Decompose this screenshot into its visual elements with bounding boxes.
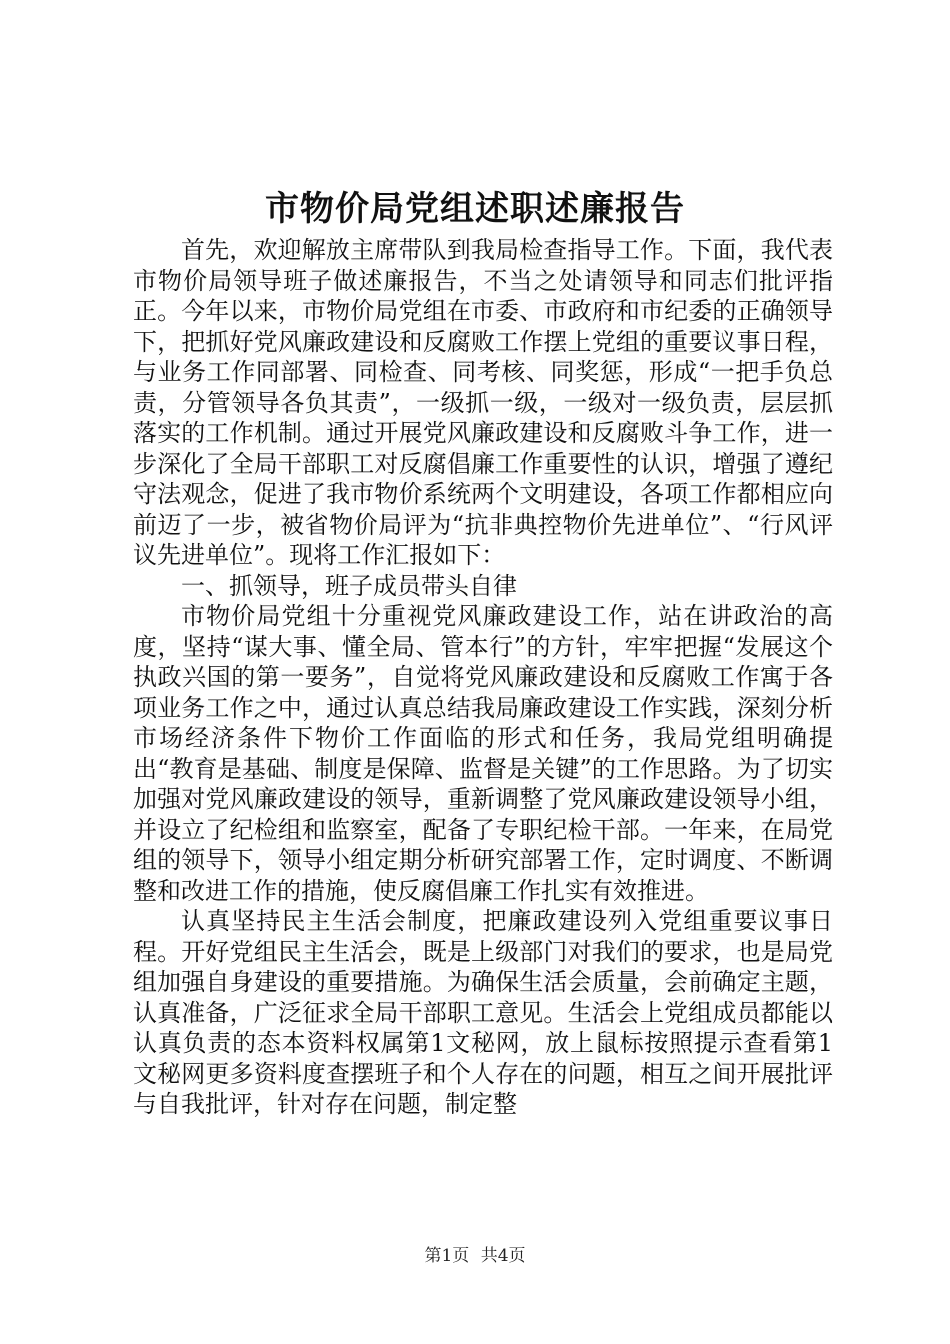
document-title: 市物价局党组述职述廉报告 — [265, 189, 685, 229]
section-heading-1: 一、抓领导，班子成员带头自律 — [181, 571, 517, 600]
paragraph-intro: 首先，欢迎解放主席带队到我局检查指导工作。下面，我代表市物价局领导班子做述廉报告，不当之处请领导和同志们批评指正。今年以来，市物价局党组在市委、市政府和市纪委的正确领导下，把抓好党风廉政建设和反腐败工作摆上党组的重要议事日程，与业务工作同部署、同检查、同考核、同奖惩，形成“一把手负总责，分管领导各负其责”，一级抓一级，一级对一级负责，层层抓落实的工作机制。通过开展党风廉政建设和反腐败斗争工作，进一步深化了全局干部职工对反腐倡廉工作重要性的认识，增强了遵纪守法观念，促进了我市物价系统两个文明建设，各项工作都相应向前迈了一步，被省物价局评为“抗非典控物价先进单位”、“行风评议先进单位”。现将工作汇报如下： — [133, 236, 833, 569]
document-body — [133, 235, 833, 1120]
page-total: 共4页 — [480, 1246, 526, 1266]
page-number: 第1页 — [424, 1246, 470, 1266]
page-footer — [0, 1244, 950, 1268]
paragraph-leadership: 市物价局党组十分重视党风廉政建设工作，站在讲政治的高度，坚持“谋大事、懂全局、管本行”的方针，牢牢把握“发展这个执政兴国的第一要务”，自觉将党风廉政建设和反腐败工作寓于各项业务工作之中，通过认真总结我局廉政建设工作实践，深刻分析市场经济条件下物价工作面临的形式和任务，我局党组明确提出“教育是基础、制度是保障、监督是关键”的工作思路。为了切实加强对党风廉政建设的领导，重新调整了党风廉政建设领导小组，并设立了纪检组和监察室，配备了专职纪检干部。一年来，在局党组的领导下，领导小组定期分析研究部署工作，定时调度、不断调整和改进工作的措施，使反腐倡廉工作扎实有效推进。 — [133, 602, 833, 905]
paragraph-democratic-life: 认真坚持民主生活会制度，把廉政建设列入党组重要议事日程。开好党组民主生活会，既是上级部门对我们的要求，也是局党组加强自身建设的重要措施。为确保生活会质量，会前确定主题，认真准备，广泛征求全局干部职工意见。生活会上党组成员都能以认真负责的态本资料权属第1文秘网，放上鼠标按照提示查看第1文秘网更多资料度查摆班子和个人存在的问题，相互之间开展批评与自我批评，针对存在问题，制定整 — [133, 907, 833, 1118]
